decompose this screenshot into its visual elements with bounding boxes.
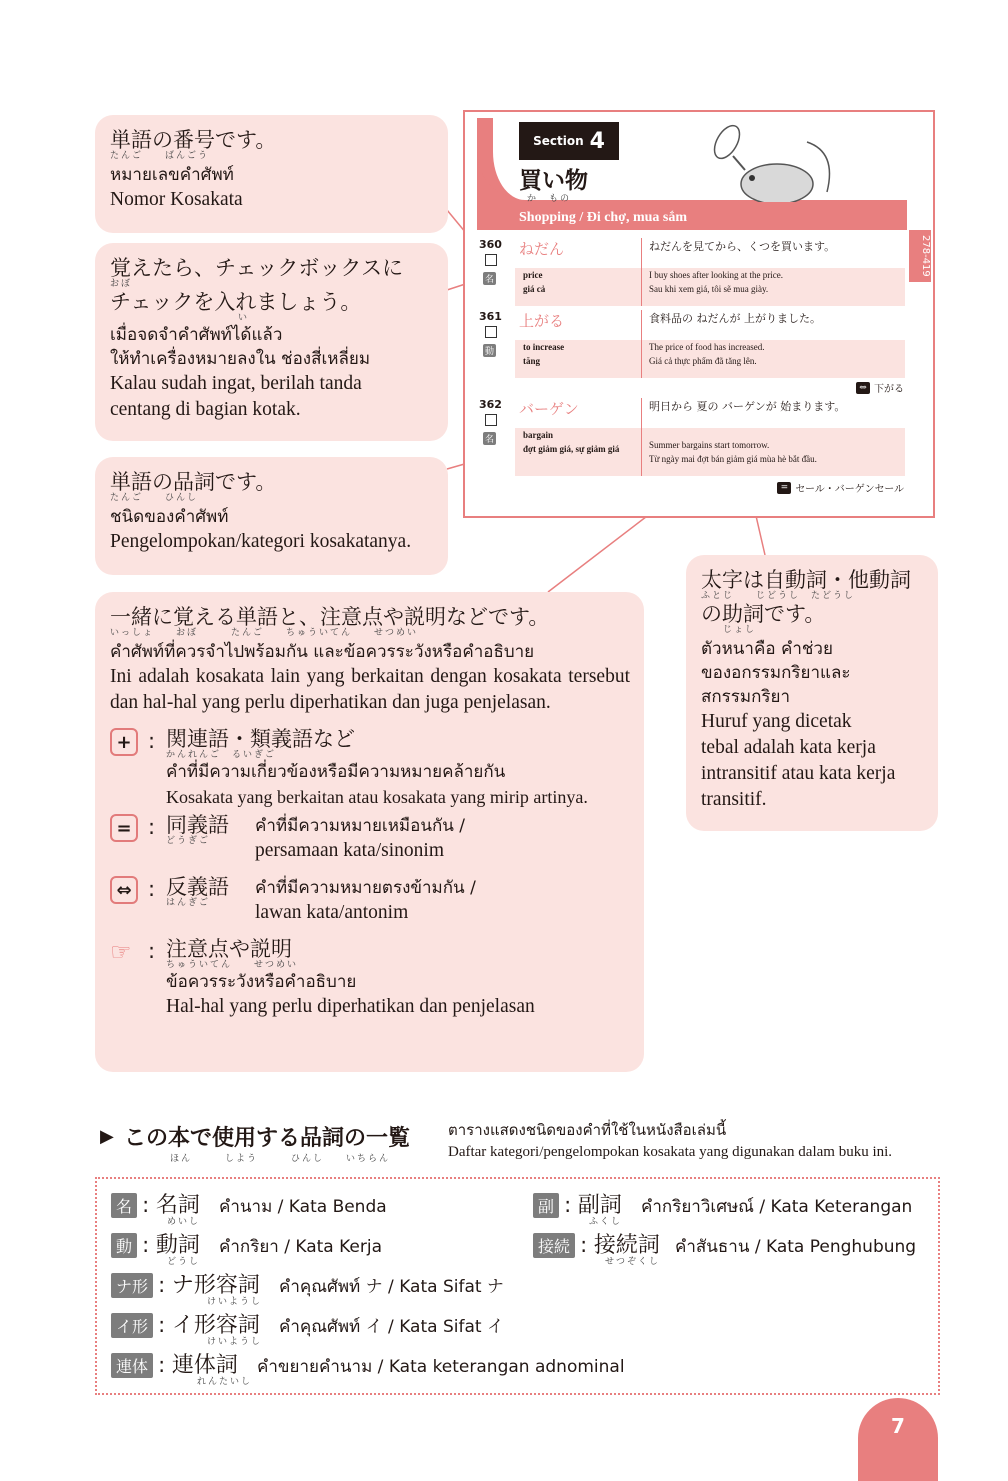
legend-note-th: ข้อควรระวังหรือคำอธิบาย — [166, 972, 357, 992]
entry-en: to increase — [523, 342, 565, 352]
callout-related-furi: いっしょ おぼ たんご ちゅういてん せつめい — [110, 628, 419, 638]
legend-plus-th: คำที่มีความเกี่ยวข้องหรือมีความหมายคล้ายกัน — [166, 762, 506, 782]
entry-sentence: ねだんを見てから、くつを買います。 — [649, 240, 836, 253]
legend-equal-id: persamaan kata/sinonim — [255, 840, 444, 861]
legend-antonym-jp: 反義語 — [166, 875, 229, 899]
callout-bold-th2: ของอกรรมกริยาและ — [701, 663, 851, 683]
pointing-hand-icon: ☞ — [110, 938, 132, 966]
callout-bold-furi1: ふとじ じどうし たどうし — [701, 591, 856, 601]
legend-antonym-furi: はんぎご — [166, 898, 211, 908]
callout-bold-jp1: 太字は自動詞・他動詞 — [701, 568, 911, 592]
callout-pos — [95, 457, 448, 575]
callout-checkbox-furi2: い — [238, 313, 250, 323]
entry-tr-en: I buy shoes after looking at the price. — [649, 270, 783, 280]
legend-note-jp: 注意点や説明 — [166, 937, 292, 961]
callout-checkbox — [95, 243, 448, 441]
callout-bold-id3: intransitif atau kata kerja — [701, 763, 896, 784]
callout-bold-id1: Huruf yang dicetak — [701, 711, 852, 732]
legend-equal-furi: どうぎご — [166, 836, 211, 846]
entry-tr-en: The price of food has increased. — [649, 342, 765, 352]
double-arrow-icon: ⇔ — [110, 876, 138, 904]
callout-bold — [686, 555, 938, 831]
entry-361 — [479, 310, 904, 398]
legend-plus-furi: かんれんご るいぎご — [166, 750, 277, 760]
entry-en: price — [523, 270, 543, 280]
callout-checkbox-jp2: チェックを入れましょう。 — [110, 290, 362, 314]
entry-360 — [479, 238, 904, 310]
callout-bold-id4: transitif. — [701, 789, 767, 810]
callout-checkbox-th2: ให้ทำเครื่องหมายลงใน ช่องสี่เหลี่ยม — [110, 349, 371, 369]
legend-equal-th: คำที่มีความหมายเหมือนกัน / — [255, 816, 466, 836]
entry-note: ⇔ 下がる — [856, 380, 904, 395]
entry-pos: 動 — [483, 344, 496, 357]
entry-en: bargain — [523, 430, 554, 440]
section-label: Section — [533, 134, 584, 148]
callout-pos-th: ชนิดของคำศัพท์ — [110, 507, 229, 527]
section-badge — [519, 122, 619, 160]
sample-header — [477, 118, 907, 230]
pos-row: 名 : 名詞 คำนาม / Kata Benda めいし — [111, 1193, 625, 1233]
hamster-illustration — [697, 122, 847, 202]
sample-subtitle: Shopping / Đi chợ, mua sắm — [519, 210, 688, 225]
callout-related — [95, 592, 644, 1072]
callout-related-id: Ini adalah kosakata lain yang berkaitan dengan kosakata tersebut dan hal-hal yang perlu diperhatikan dan juga penjelasan. — [110, 666, 630, 713]
page-number: 7 — [891, 1414, 905, 1438]
callout-bold-th1: ตัวหนาคือ คำช่วย — [701, 639, 833, 659]
entry-tr-vi: Giá cả thực phẩm đã tăng lên. — [649, 356, 757, 366]
side-tab: 278-419 — [909, 230, 931, 282]
sample-title-furi: か もの — [527, 194, 572, 204]
section-number: 4 — [589, 128, 605, 154]
pos-list-title: この本で使用する品詞の一覧 — [124, 1126, 411, 1151]
double-arrow-icon: ⇔ — [856, 382, 870, 394]
entry-362 — [479, 398, 904, 494]
callout-pos-furi: たんご ひんし — [110, 493, 199, 503]
pos-row: 接続 : 接続詞 คำสันธาน / Kata Penghubung せつぞくし — [533, 1233, 916, 1273]
callout-checkbox-id1: Kalau sudah ingat, berilah tanda — [110, 373, 362, 394]
pos-row: 連体 : 連体詞 คำขยายคำนาม / Kata keterangan adnominal れんたいし — [111, 1353, 625, 1393]
legend-antonym-id: lawan kata/antonim — [255, 902, 409, 923]
entry-checkbox[interactable] — [485, 414, 497, 426]
pos-list-header — [100, 1118, 940, 1168]
callout-number-th: หมายเลขคำศัพท์ — [110, 165, 234, 185]
pos-right-column — [533, 1193, 916, 1273]
legend-plus-id: Kosakata yang berkaitan atau kosakata yang mirip artinya. — [166, 787, 588, 807]
callout-related-th: คำศัพท์ที่ควรจำไปพร้อมกัน และข้อควรระวังหรือคำอธิบาย — [110, 642, 535, 662]
entry-pos: 名 — [483, 272, 496, 285]
entry-checkbox[interactable] — [485, 326, 497, 338]
pos-list-title-furi: ほん しよう ひんし いちらん — [170, 1154, 391, 1164]
pos-list-th: ตารางแสดงชนิดของคำที่ใช้ในหนังสือเล่มนี้ — [448, 1121, 727, 1139]
pos-list-id: Daftar kategori/pengelompokan kosakata yang digunakan dalam buku ini. — [448, 1144, 893, 1160]
callout-number — [95, 115, 448, 233]
entry-checkbox[interactable] — [485, 254, 497, 266]
legend-plus-jp: 関連語・類義語など — [166, 727, 355, 751]
legend-antonym-th: คำที่มีความหมายตรงข้ามกัน / — [255, 878, 476, 898]
legend-note-furi: ちゅういてん せつめい — [166, 960, 299, 970]
callout-related-jp: 一緒に覚える単語と、注意点や説明などです。 — [110, 605, 550, 629]
callout-pos-id: Pengelompokan/kategori kosakatanya. — [110, 531, 412, 552]
legend-equal-jp: 同義語 — [166, 813, 229, 837]
page-number-tab — [858, 1398, 938, 1481]
sample-title: 買い物 — [519, 168, 588, 194]
entry-list — [479, 238, 904, 494]
callout-bold-jp2: の助詞です。 — [701, 602, 826, 626]
entry-word: ねだん — [519, 240, 565, 258]
entry-tr-en: Summer bargains start tomorrow. — [649, 440, 770, 450]
pos-row: 副 : 副詞 คำกริยาวิเศษณ์ / Kata Keterangan ふくし — [533, 1193, 916, 1233]
legend-plus: + : 関連語・類義語など かんれんご るいぎご คำที่มีความเกี่ยวข้องหรือมีความหมายคล้ายกัน Kosakata yang berkaitan atau kosakata yang mirip artinya. — [110, 728, 630, 810]
entry-tr-vi: Sau khi xem giá, tôi sẽ mua giày. — [649, 284, 769, 294]
entry-tr-vi: Từ ngày mai đợt bán giảm giá mùa hè bắt đầu. — [649, 454, 817, 464]
equal-icon: = — [777, 482, 791, 494]
callout-number-id: Nomor Kosakata — [110, 189, 243, 210]
entry-number: 361 — [479, 310, 502, 323]
callout-bold-id2: tebal adalah kata kerja — [701, 737, 876, 758]
entry-word: 上がる — [519, 312, 565, 330]
plus-icon: + — [110, 728, 138, 756]
pos-row: 動 : 動詞 คำกริยา / Kata Kerja どうし — [111, 1233, 625, 1273]
callout-checkbox-jp1: 覚えたら、チェックボックスに — [110, 256, 404, 280]
equal-icon: = — [110, 814, 138, 842]
callout-checkbox-furi1: おぼ — [110, 279, 133, 289]
entry-vi: tăng — [523, 356, 541, 366]
entry-note: = セール・バーゲンセール — [777, 480, 904, 495]
callout-checkbox-th1: เมื่อจดจำคำศัพท์ได้แล้ว — [110, 325, 283, 345]
legend-antonym: ⇔ : 反義語 はんぎご คำที่มีความหมายตรงข้ามกัน / lawan kata/antonim — [110, 876, 630, 934]
legend-equal: = : 同義語 どうぎご คำที่มีความหมายเหมือนกัน / persamaan kata/sinonim — [110, 814, 630, 872]
entry-number: 362 — [479, 398, 502, 411]
pos-row: イ形 : イ形容詞 คำคุณศัพท์ イ / Kata Sifat イ けいようし — [111, 1313, 625, 1353]
entry-vi: đợt giảm giá, sự giảm giá — [523, 444, 620, 454]
entry-vi: giá cả — [523, 284, 546, 294]
pos-row: ナ形 : ナ形容詞 คำคุณศัพท์ ナ / Kata Sifat ナ けいようし — [111, 1273, 625, 1313]
callout-bold-th3: สกรรมกริยา — [701, 687, 791, 707]
callout-pos-jp: 単語の品詞です。 — [110, 470, 277, 494]
entry-sentence: 食料品の ねだんが 上がりました。 — [649, 312, 821, 325]
entry-word: バーゲン — [519, 400, 579, 418]
callout-checkbox-id2: centang di bagian kotak. — [110, 399, 301, 420]
pos-list-box — [95, 1177, 940, 1395]
triangle-bullet-icon: ▶ — [100, 1126, 114, 1147]
entry-number: 360 — [479, 238, 502, 251]
callout-number-furi: たんご ばんごう — [110, 151, 210, 161]
callout-number-jp: 単語の番号です。 — [110, 128, 277, 152]
entry-pos: 名 — [483, 432, 496, 445]
sample-page — [463, 110, 935, 518]
legend-note-id: Hal-hal yang perlu diperhatikan dan penjelasan — [166, 996, 535, 1017]
callout-bold-furi2: じょし — [723, 625, 757, 635]
entry-sentence: 明日から 夏の バーゲンが 始まります。 — [649, 400, 846, 413]
legend-note: ☞ : 注意点や説明 ちゅういてん せつめい ข้อควรระวังหรือคำอธิบาย Hal-hal yang perlu diperhatikan dan penjelasan — [110, 938, 630, 1018]
